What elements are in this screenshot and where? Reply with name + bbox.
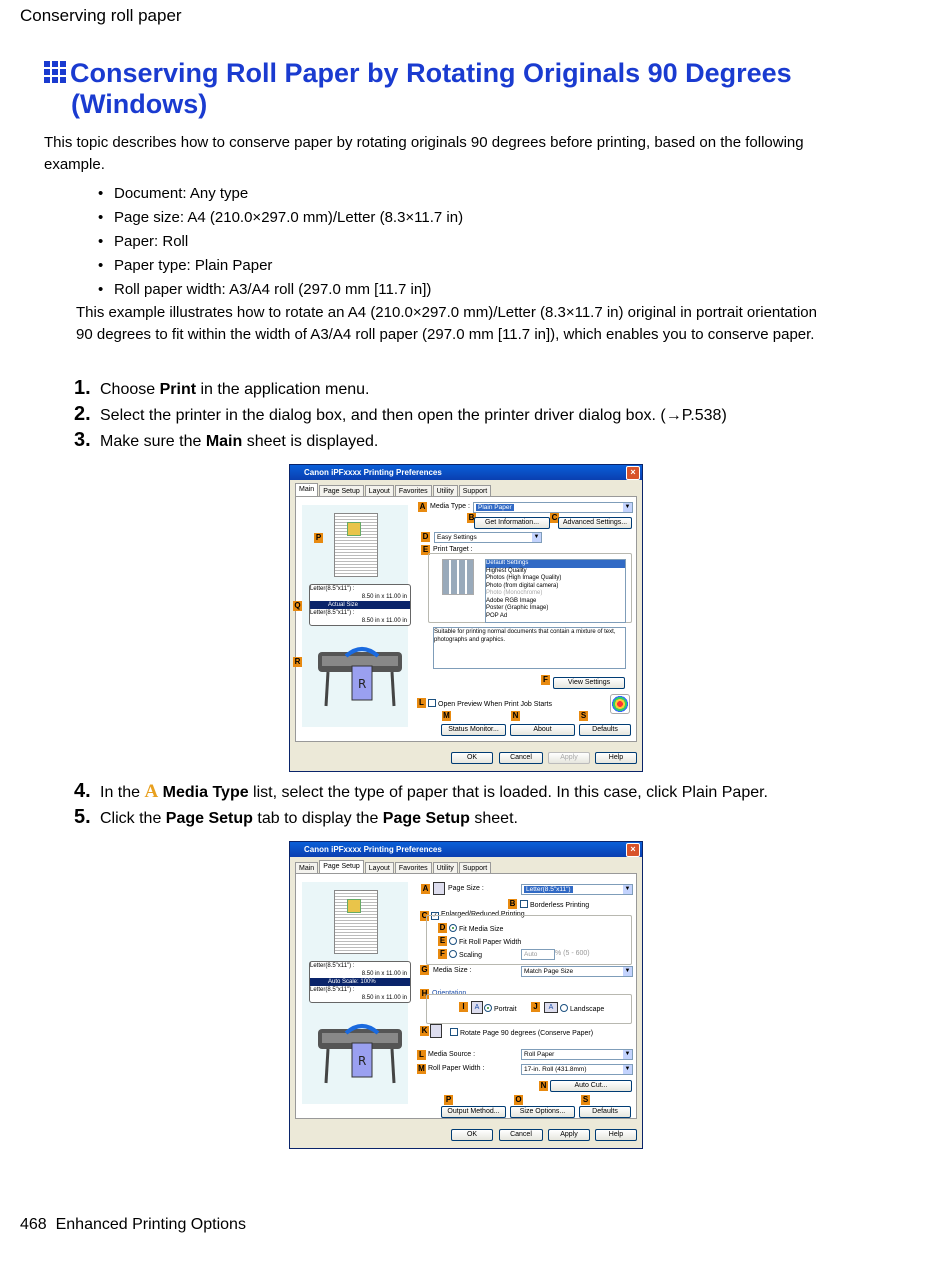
radio-icon [560, 1004, 568, 1012]
printer-illustration-icon [316, 1019, 404, 1087]
tab-page-setup[interactable]: Page Setup [319, 485, 364, 497]
auto-cut-button[interactable]: Auto Cut... [550, 1080, 632, 1092]
label-L: L [417, 1050, 426, 1060]
label-D: D [422, 532, 429, 541]
section-name: Enhanced Printing Options [55, 1216, 246, 1233]
dialog-titlebar: Canon iPFxxxx Printing Preferences × [290, 465, 642, 480]
example-conditions-list [98, 182, 463, 302]
list-item[interactable]: Default Settings [486, 560, 625, 568]
media-size-select[interactable]: Match Page Size ▼ [521, 966, 633, 977]
label-B: B [509, 899, 516, 908]
get-information-button[interactable]: Get Information... [474, 517, 550, 529]
label-E: E [439, 936, 446, 945]
scaling-range: % (5 - 600) [555, 950, 590, 957]
label-F: F [438, 949, 447, 959]
label-C: C [421, 911, 428, 920]
label-K: K [421, 1026, 428, 1035]
checkbox-icon [428, 699, 436, 707]
example-paragraph: This example illustrates how to rotate an A4 (210.0×297.0 mm)/Letter (8.3×11.7 in) original in portrait orientation 90 degrees to fit within the width of A3/A4 roll paper (297.0 mm [11.7 in]), which enables you to conserve paper. [76, 304, 817, 343]
label-P: P [315, 533, 322, 542]
list-item: • Document: Any type [98, 182, 463, 206]
printer-illustration-icon [316, 642, 404, 710]
main-sheet-panel [295, 496, 637, 742]
landscape-radio[interactable]: Landscape [560, 1004, 604, 1013]
printing-preferences-dialog-main [289, 464, 643, 772]
label-I: I [459, 1002, 468, 1012]
rotate-page-icon [430, 1024, 442, 1038]
label-E: E [422, 545, 429, 554]
media-type-select[interactable]: Plain Paper ▼ [473, 502, 633, 513]
radio-icon [484, 1004, 492, 1012]
tab-layout[interactable]: Layout [365, 862, 394, 874]
tab-main[interactable]: Main [295, 483, 318, 497]
label-M: M [443, 711, 450, 720]
tab-support[interactable]: Support [459, 485, 492, 497]
size-summary: Letter(8.5"x11") : 8.50 in x 11.00 in Auto Scale: 100% Letter(8.5"x11") : 8.50 in x 11.00 in [309, 961, 411, 1003]
page-footer [20, 1216, 246, 1234]
apply-button[interactable]: Apply [548, 1129, 590, 1141]
list-item[interactable]: Highest Quality [486, 567, 527, 574]
label-P: P [445, 1095, 452, 1104]
media-type-label: Media Type : [430, 503, 470, 510]
ok-button[interactable]: OK [451, 1129, 493, 1141]
label-N: N [512, 711, 519, 720]
checkbox-icon: ✓ [432, 913, 438, 919]
svg-text:R: R [358, 1054, 367, 1068]
page-size-icon [433, 882, 445, 895]
chevron-down-icon: ▼ [624, 968, 631, 974]
radio-icon [449, 924, 457, 932]
list-item[interactable]: POP Ad [486, 612, 508, 619]
print-target-thumbnail-icon [442, 559, 474, 595]
printing-preferences-dialog-page-setup [289, 841, 643, 1149]
tab-favorites[interactable]: Favorites [395, 862, 432, 874]
list-item: • Page size: A4 (210.0×297.0 mm)/Letter (8.3×11.7 in) [98, 206, 463, 230]
print-target-list[interactable] [485, 559, 626, 623]
tab-utility[interactable]: Utility [433, 862, 458, 874]
size-mode: Auto Scale: 100% [310, 978, 410, 986]
checkbox-icon [450, 1028, 458, 1036]
help-button[interactable]: Help [595, 1129, 637, 1141]
cancel-button[interactable]: Cancel [499, 1129, 543, 1141]
radio-icon [449, 950, 457, 958]
easy-settings-select[interactable]: Easy Settings ▼ [434, 532, 542, 543]
enlarged-reduced-checkbox[interactable]: ✓ Enlarged/Reduced Printing [432, 911, 525, 919]
label-R: R [294, 657, 301, 666]
page-setup-sheet-panel [295, 873, 637, 1119]
chevron-down-icon: ▼ [624, 886, 631, 892]
close-icon[interactable]: × [626, 843, 640, 857]
list-item: • Roll paper width: A3/A4 roll (297.0 mm [11.7 in]) [98, 278, 463, 302]
tab-main[interactable]: Main [295, 862, 318, 874]
running-header: Conserving roll paper [20, 6, 182, 25]
roll-paper-width-label: Roll Paper Width : [428, 1065, 485, 1072]
portrait-icon: A [471, 1001, 483, 1014]
page-image-icon [347, 899, 361, 913]
checkbox-icon [520, 900, 528, 908]
chevron-down-icon: ▼ [624, 504, 631, 510]
label-H: H [421, 989, 428, 998]
size-summary: Letter(8.5"x11") : 8.50 in x 11.00 in Actual Size Letter(8.5"x11") : 8.50 in x 11.00 in [309, 584, 411, 626]
open-preview-checkbox[interactable]: Open Preview When Print Job Starts [428, 699, 552, 708]
label-A: A [419, 502, 426, 511]
color-wheel-icon[interactable] [610, 694, 630, 714]
page-number: 468 [20, 1216, 47, 1233]
label-G: G [421, 965, 428, 974]
label-F: F [541, 675, 550, 685]
tab-page-setup[interactable]: Page Setup [319, 860, 364, 874]
title-line-2: (Windows) [71, 89, 208, 119]
label-A: A [422, 884, 429, 893]
tab-support[interactable]: Support [459, 862, 492, 874]
chevron-down-icon: ▼ [533, 534, 540, 540]
chevron-down-icon: ▼ [624, 1066, 631, 1072]
label-M: M [418, 1064, 425, 1073]
scaling-radio[interactable]: Scaling [449, 950, 482, 959]
fit-roll-width-radio[interactable]: Fit Roll Paper Width [449, 937, 521, 946]
cancel-button[interactable]: Cancel [499, 752, 543, 764]
step-1: 1. Choose Print in the application menu. [74, 377, 370, 399]
page-preview [334, 513, 378, 577]
label-S: S [580, 711, 587, 720]
list-item[interactable]: Photo (Monochrome) [486, 590, 543, 596]
label-B: B [468, 513, 475, 522]
close-icon[interactable]: × [626, 466, 640, 480]
grid-icon [44, 61, 66, 83]
step-2: 2. Select the printer in the dialog box, and then open the printer driver dialog box. (→P.538) [74, 403, 727, 425]
radio-icon [449, 937, 457, 945]
label-O: O [515, 1095, 522, 1104]
media-size-label: Media Size : [433, 967, 472, 974]
size-mode: Actual Size [310, 601, 410, 609]
label-D: D [439, 923, 446, 932]
scaling-value-input[interactable]: Auto [521, 949, 555, 960]
list-item[interactable]: Poster (Graphic Image) [486, 605, 549, 611]
tab-favorites[interactable]: Favorites [395, 485, 432, 497]
list-item: • Paper type: Plain Paper [98, 254, 463, 278]
advanced-settings-button[interactable]: Advanced Settings... [558, 517, 632, 529]
roll-paper-width-select[interactable]: 17-in. Roll (431.8mm) ▼ [521, 1064, 633, 1075]
label-C: C [551, 513, 558, 522]
borderless-checkbox[interactable]: Borderless Printing [520, 900, 589, 909]
step-5: 5. Click the Page Setup tab to display the Page Setup sheet. [74, 806, 518, 828]
ok-button[interactable]: OK [451, 752, 493, 764]
media-source-select[interactable]: Roll Paper ▼ [521, 1049, 633, 1060]
page-title [44, 58, 864, 120]
description-box: Suitable for printing normal documents that contain a mixture of text, photographs and graphics. [433, 627, 626, 669]
page-size-select[interactable]: Letter(8.5"x11") ▼ [521, 884, 633, 895]
tab-layout[interactable]: Layout [365, 485, 394, 497]
list-item[interactable]: Photo (from digital camera) [486, 582, 559, 589]
fit-media-size-radio[interactable]: Fit Media Size [449, 924, 503, 933]
dialog-titlebar: Canon iPFxxxx Printing Preferences × [290, 842, 642, 857]
page-image-icon [347, 522, 361, 536]
view-settings-button[interactable]: View Settings [553, 677, 625, 689]
chevron-down-icon: ▼ [624, 1051, 631, 1057]
tab-utility[interactable]: Utility [433, 485, 458, 497]
settings-preview [302, 882, 408, 1104]
landscape-icon: A [544, 1002, 558, 1013]
defaults-button[interactable]: Defaults [579, 724, 631, 736]
label-Q: Q [294, 601, 301, 610]
orientation-label: Orientation [432, 990, 467, 997]
list-item[interactable]: Photos (High Image Quality) [486, 575, 562, 581]
svg-text:R: R [358, 677, 367, 691]
label-N: N [540, 1081, 547, 1090]
title-line-1: Conserving Roll Paper by Rotating Originals 90 Degrees [70, 58, 792, 88]
step-3: 3. Make sure the Main sheet is displayed. [74, 429, 379, 451]
label-S: S [582, 1095, 589, 1104]
defaults-button[interactable]: Defaults [579, 1106, 631, 1118]
print-target-label: Print Target : [433, 546, 473, 553]
portrait-radio[interactable]: Portrait [484, 1004, 517, 1013]
status-monitor-button[interactable]: Status Monitor... [441, 724, 506, 736]
size-options-button[interactable]: Size Options... [510, 1106, 575, 1118]
page-preview [334, 890, 378, 954]
output-method-button[interactable]: Output Method... [441, 1106, 506, 1118]
step-4: 4. In the A Media Type list, select the type of paper that is loaded. In this case, click Plain Paper. [74, 780, 768, 802]
intro-paragraph: This topic describes how to conserve paper by rotating originals 90 degrees before printing, based on the following example. [44, 134, 804, 173]
list-item: • Paper: Roll [98, 230, 463, 254]
list-item[interactable]: Adobe RGB Image [486, 597, 537, 604]
page-size-label: Page Size : [448, 885, 484, 892]
apply-button[interactable]: Apply [548, 752, 590, 764]
about-button[interactable]: About [510, 724, 575, 736]
label-J: J [531, 1002, 540, 1012]
media-source-label: Media Source : [428, 1051, 476, 1058]
rotate-page-checkbox[interactable]: Rotate Page 90 degrees (Conserve Paper) [450, 1028, 593, 1037]
label-L: L [417, 698, 426, 708]
help-button[interactable]: Help [595, 752, 637, 764]
